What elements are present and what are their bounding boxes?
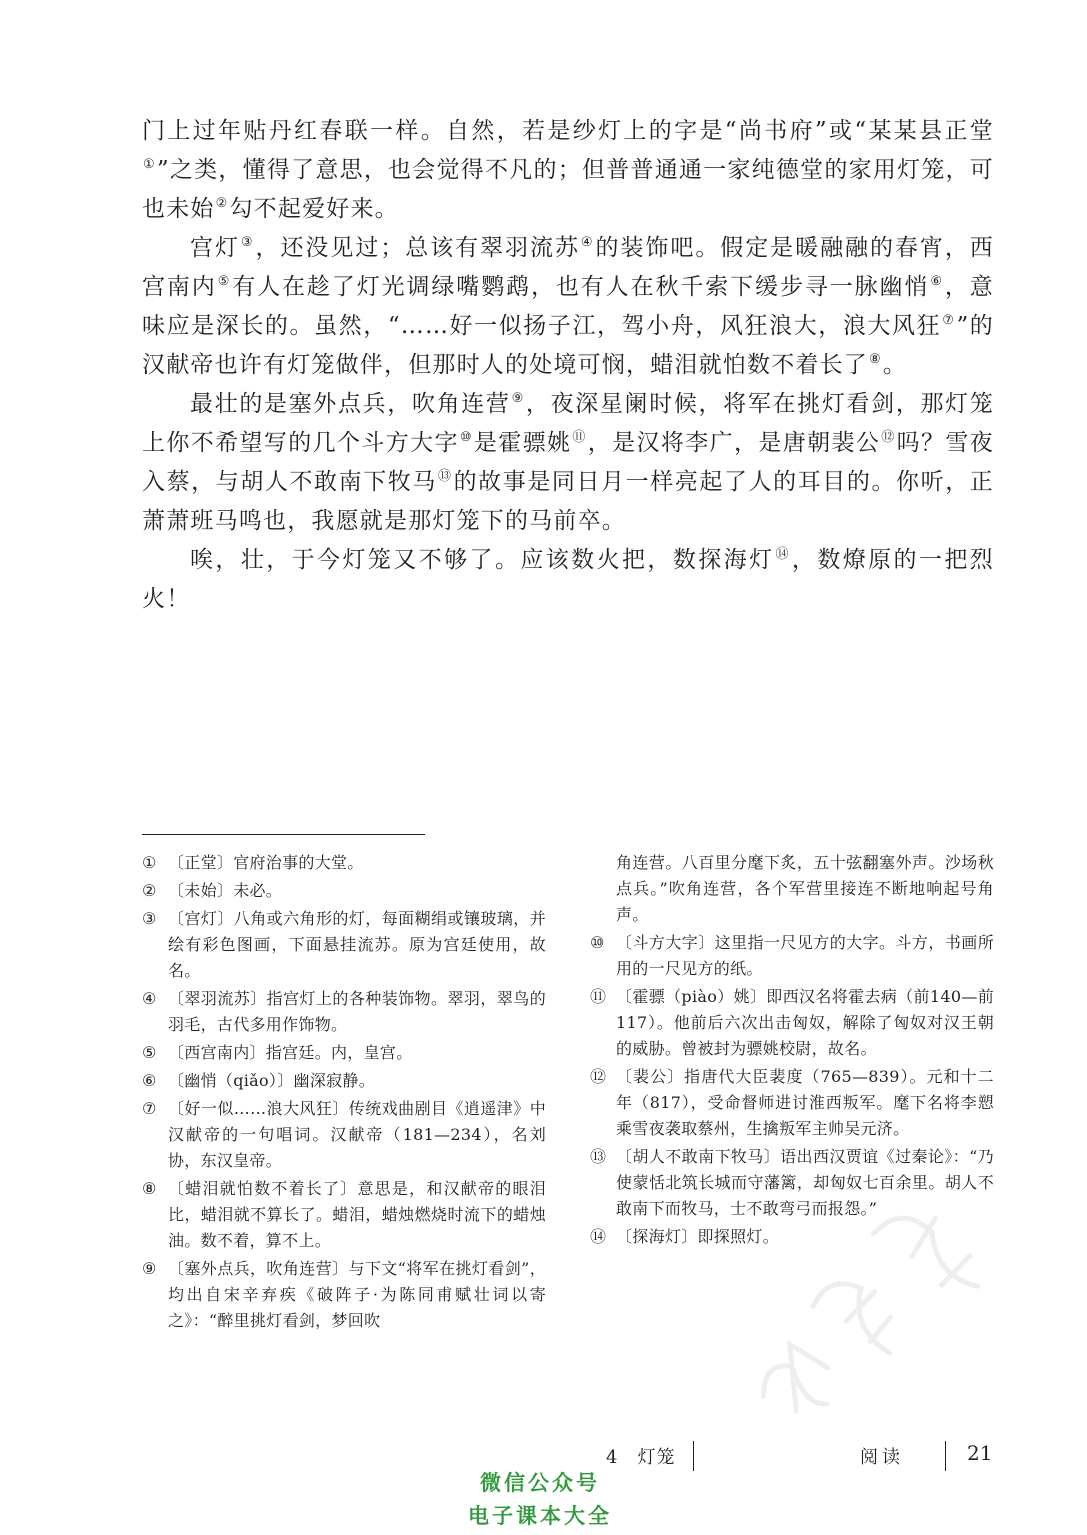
footnote-12: ⑫ 〔裴公〕指唐代大臣裴度（765—839）。元和十二年（817），受命督师进讨淮西叛军。麾下名将李愬乘雪夜袭取蔡州，生擒叛军主帅吴元济。 xyxy=(590,1067,994,1138)
footnote-9: ⑨ 〔塞外点兵，吹角连营〕与下文“将军在挑灯看剑”，均出自宋辛弃疾《破阵子·为陈同甫赋壮词以寄之》：“醉里挑灯看剑，梦回吹 xyxy=(142,1259,546,1330)
footer-separator xyxy=(945,1441,946,1471)
footnote-1: ① 〔正堂〕官府治事的大堂。 xyxy=(142,853,364,872)
watermark-line-2: 电子课本大全 xyxy=(468,1504,612,1528)
footnote-7: ⑦ 〔好一似……浪大风狂〕传统戏曲剧目《逍遥津》中汉献帝的一句唱词。汉献帝（181—234），名刘协，东汉皇帝。 xyxy=(142,1099,546,1170)
footnote-2: ② 〔未始〕未必。 xyxy=(142,881,283,900)
footnote-6: ⑥ 〔幽悄（qiǎo）〕幽深寂静。 xyxy=(142,1071,376,1090)
footnote-3: ③ 〔宫灯〕八角或六角形的灯，每面糊绢或镶玻璃，并绘有彩色图画，下面悬挂流苏。原为宫廷使用，故名。 xyxy=(142,909,546,980)
footnote-13: ⑬ 〔胡人不敢南下牧马〕语出西汉贾谊《过秦论》：“乃使蒙恬北筑长城而守藩篱，却匈奴七百余里。胡人不敢南下而牧马，士不敢弯弓而报怨。” xyxy=(590,1147,994,1218)
paragraph-2: 宫灯③，还没见过；总该有翠羽流苏④的装饰吧。假定是暖融融的春宵，西宫南内⑤有人在趁了灯光调绿嘴鹦鹉，也有人在秋千索下缓步寻一脉幽悄⑥，意味应是深长的。虽然，“……好一似扬子江，驾小舟，风狂浪大，浪大风狂⑦”的汉献帝也许有灯笼做伴，但那时人的处境可悯，蜡泪就怕数不着长了⑧。 xyxy=(142,235,995,378)
footnote-9-continued: 角连营。八百里分麾下炙，五十弦翻塞外声。沙场秋点兵。”吹角连营，各个军营里接连不断地响起号角声。 xyxy=(616,853,994,924)
paragraph-1: 门上过年贴丹红春联一样。自然，若是纱灯上的字是“尚书府”或“某某县正堂①”之类，懂得了意思，也会觉得不凡的；但普普通通一家纯德堂的家用灯笼，可也未始②勾不起爱好来。 xyxy=(142,118,995,222)
footnote-divider xyxy=(142,834,425,835)
footnote-4: ④ 〔翠羽流苏〕指宫灯上的各种装饰物。翠羽，翠鸟的羽毛，古代多用作饰物。 xyxy=(142,989,546,1034)
watermark-line-1: 微信公众号 xyxy=(480,1471,600,1495)
footer-section-label: 阅读 xyxy=(860,1447,904,1468)
paragraph-3: 最壮的是塞外点兵，吹角连营⑨，夜深星阑时候，将军在挑灯看剑，那灯笼上你不希望写的几个斗方大字⑩是霍骠姚⑪，是汉将李广，是唐朝裴公⑫吗？雪夜入蔡，与胡人不敢南下牧马⑬的故事是同日月一样亮起了人的耳目的。你听，正萧萧班马鸣也，我愿就是那灯笼下的马前卒。 xyxy=(142,391,995,534)
footnote-8: ⑧ 〔蜡泪就怕数不着长了〕意思是，和汉献帝的眼泪比，蜡泪就不算长了。蜡泪，蜡烛燃烧时流下的蜡烛油。数不着，算不上。 xyxy=(142,1179,546,1250)
article-body xyxy=(142,112,994,619)
footer-chapter-title: 4 灯笼 xyxy=(606,1447,676,1468)
paragraph-4: 唉，壮，于今灯笼又不够了。应该数火把，数探海灯⑭，数燎原的一把烈火！ xyxy=(142,547,994,612)
footnotes-left-column xyxy=(142,850,546,1336)
footnote-5: ⑤ 〔西宫南内〕指宫廷。内，皇宫。 xyxy=(142,1043,413,1062)
footer-separator xyxy=(693,1441,694,1471)
edition-stamp-watermark xyxy=(690,1150,1070,1450)
footnote-11: ⑪ 〔霍骠（piào）姚〕即西汉名将霍去病（前140—前117）。他前后六次出击匈奴，解除了匈奴对汉王朝的威胁。曾被封为骠姚校尉，故名。 xyxy=(590,987,994,1058)
footnote-10: ⑩ 〔斗方大字〕这里指一尺见方的大字。斗方，书画所用的一尺见方的纸。 xyxy=(590,933,994,978)
footnote-14: ⑭ 〔探海灯〕即探照灯。 xyxy=(590,1227,780,1246)
page-number: 21 xyxy=(967,1441,993,1465)
